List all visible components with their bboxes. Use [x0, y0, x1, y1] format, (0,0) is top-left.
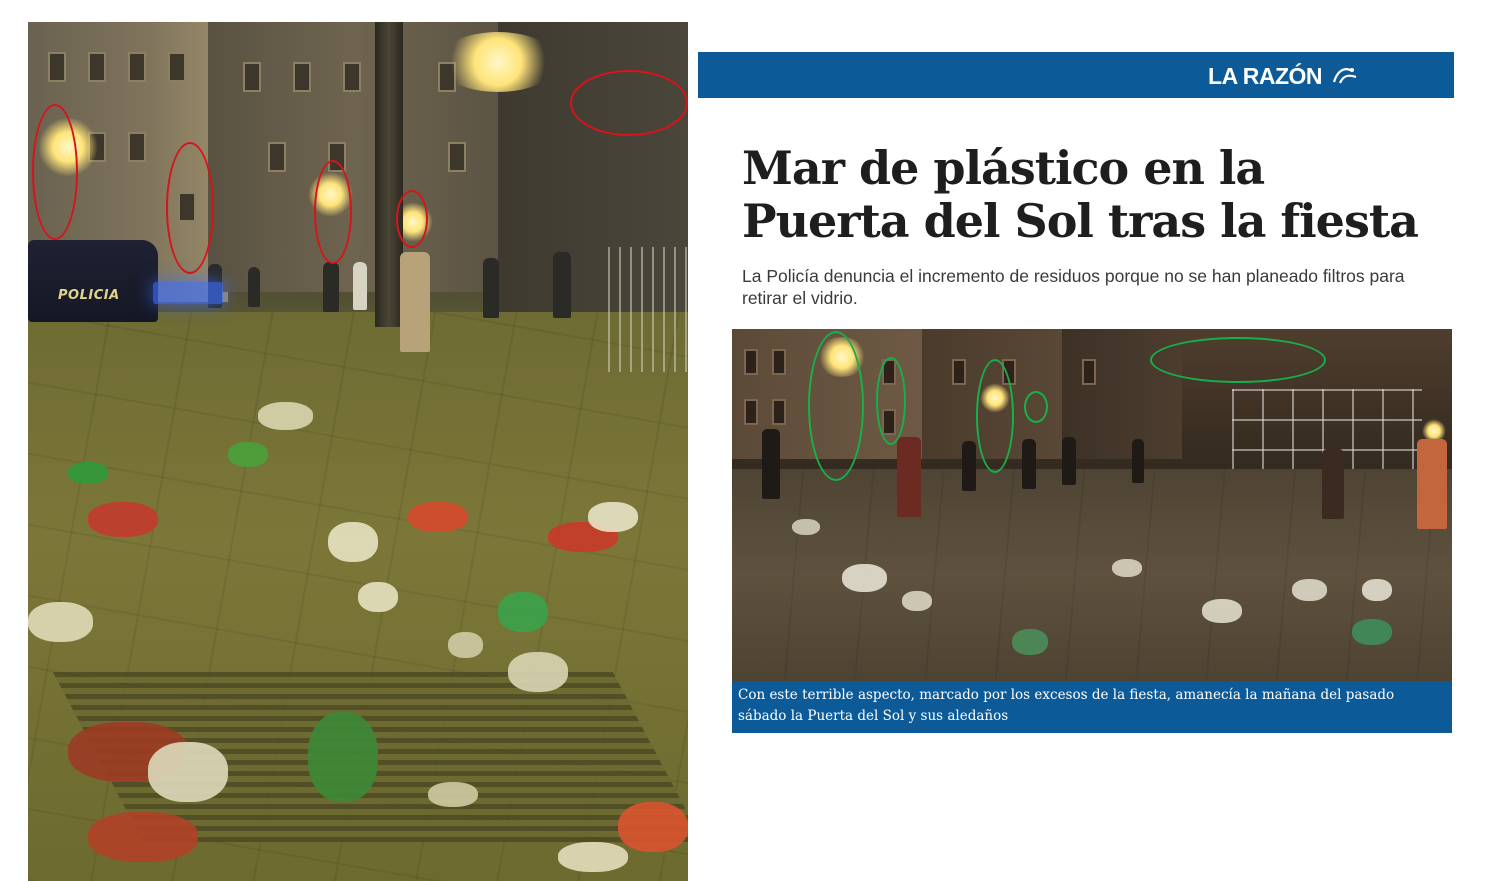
left-street-photo	[28, 22, 688, 881]
photo-window	[128, 52, 146, 82]
newspaper-article	[698, 52, 1454, 742]
photo-window	[343, 62, 361, 92]
photo-window	[243, 62, 261, 92]
logo-mark-icon	[1332, 65, 1358, 85]
person	[962, 441, 976, 491]
photo-window	[744, 399, 758, 425]
person	[1062, 437, 1076, 485]
photo-window	[952, 359, 966, 385]
litter	[1292, 579, 1327, 601]
littered-square	[732, 469, 1452, 681]
green-circle-marker	[976, 359, 1014, 473]
litter	[68, 462, 108, 484]
article-subhead: La Policía denuncia el incremento de residuos porque no se han planeado filtros para retirar el vidrio.	[742, 266, 1405, 308]
litter	[148, 742, 228, 802]
metal-barrier	[608, 247, 688, 372]
street-pole	[375, 22, 403, 327]
person	[1417, 439, 1447, 529]
litter	[588, 502, 638, 532]
litter	[428, 782, 478, 807]
newspaper-logo: LA RAZÓN	[1208, 63, 1322, 89]
litter	[792, 519, 820, 535]
green-circle-marker	[808, 331, 864, 481]
masthead-bar	[698, 52, 1454, 98]
litter	[358, 582, 398, 612]
litter	[842, 564, 887, 592]
green-circle-marker	[1150, 337, 1326, 383]
red-circle-marker	[314, 160, 352, 264]
litter	[1012, 629, 1048, 655]
litter	[902, 591, 932, 611]
police-van	[28, 240, 158, 322]
article-headline: Mar de plástico en la Puerta del Sol tras la fiesta	[742, 141, 1418, 248]
street-light	[438, 32, 558, 92]
litter	[228, 442, 268, 467]
photo-window	[268, 142, 286, 172]
article-photo	[732, 329, 1452, 681]
litter	[1362, 579, 1392, 601]
litter	[28, 602, 93, 642]
litter	[558, 842, 628, 872]
red-circle-marker	[396, 190, 428, 248]
litter	[88, 502, 158, 537]
green-circle-marker	[876, 357, 906, 445]
person	[323, 262, 339, 312]
person	[353, 262, 367, 310]
person	[762, 429, 780, 499]
red-circle-marker	[32, 104, 78, 240]
person	[1322, 449, 1344, 519]
person	[897, 437, 921, 517]
photo-window	[744, 349, 758, 375]
litter	[308, 712, 378, 802]
photo-window	[128, 132, 146, 162]
photo-window	[772, 399, 786, 425]
police-van-label: POLICIA	[58, 288, 120, 303]
litter	[1352, 619, 1392, 645]
photo-caption: Con este terrible aspecto, marcado por los excesos de la fiesta, amanecía la mañana del pasado sábado la Puerta del Sol y sus aledaños	[732, 681, 1452, 733]
person	[483, 258, 499, 318]
litter	[1202, 599, 1242, 623]
litter	[498, 592, 548, 632]
police-van-light	[153, 282, 223, 304]
photo-window	[448, 142, 466, 172]
photo-window	[88, 52, 106, 82]
litter	[1112, 559, 1142, 577]
person	[1022, 439, 1036, 489]
litter	[408, 502, 468, 532]
green-circle-marker	[1024, 391, 1048, 423]
photo-window	[168, 52, 186, 82]
red-circle-marker	[570, 70, 688, 136]
photo-window	[48, 52, 66, 82]
litter	[258, 402, 313, 430]
photo-window	[772, 349, 786, 375]
person	[553, 252, 571, 318]
person	[1132, 439, 1144, 483]
litter	[508, 652, 568, 692]
litter	[88, 812, 198, 862]
litter	[328, 522, 378, 562]
photo-window	[293, 62, 311, 92]
red-circle-marker	[166, 142, 214, 274]
photo-window	[1082, 359, 1096, 385]
person	[400, 252, 430, 352]
litter	[618, 802, 688, 852]
litter	[448, 632, 483, 658]
person	[248, 267, 260, 307]
